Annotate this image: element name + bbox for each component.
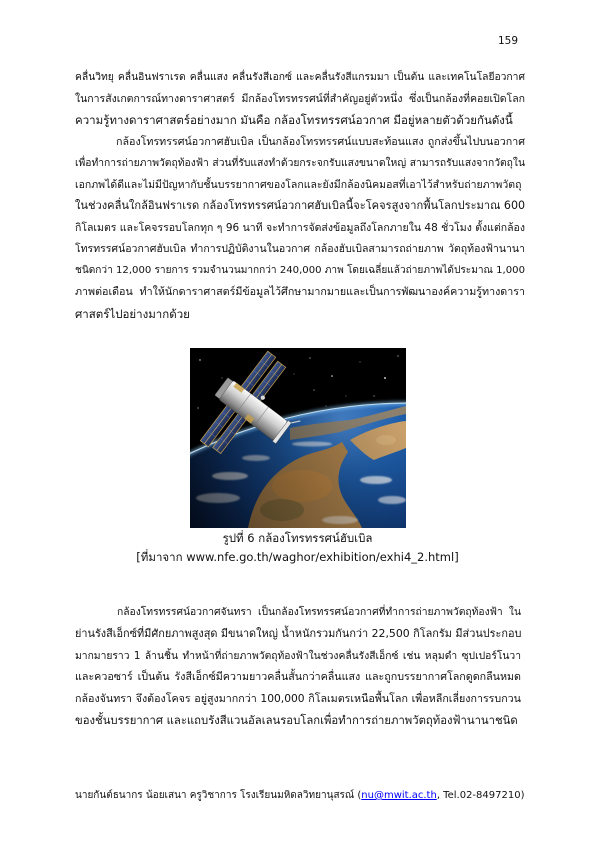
paragraph-3-line: กล้องโทรทรรศน์อวกาศจันทรา เป็นกล้องโทรทรรศน์อวกาศที่ทำการถ่ายภาพวัตถุท้องฟ้า ใน	[117, 606, 521, 618]
footer	[75, 786, 525, 806]
paragraph-1-line: ในการสังเกตการณ์ทางดาราศาสตร์ มีกล้องโทรทรรศน์ที่สำคัญอยู่ตัวหนึ่ง ซึ่งเป็นกล้องที่คอยเปิดโลก	[75, 92, 525, 105]
paragraph-2-line: เพื่อทำการถ่ายภาพวัตถุท้องฟ้า ส่วนที่รับแสงทำด้วยกระจกรับแสงขนาดใหญ่ สามารถรับแสงจากวัตถุใน	[75, 157, 525, 169]
footer-phone: , Tel.02-8497210)	[436, 790, 525, 801]
paragraph-2-line: ในช่วงคลื่นใกล้อินฟราเรด กล้องโทรทรรศน์อวกาศฮับเบิลนี้จะโคจรสูงจากพื้นโลกประมาณ 600	[75, 199, 525, 212]
paragraph-3-line: ย่านรังสีเอ็กซ์ที่มีศักยภาพสูงสุด มีขนาดใหญ่ น้ำหนักรวมกันกว่า 22,500 กิโลกรัม มีส่วนประกอบ	[75, 627, 521, 640]
paragraph-2-line: กิโลเมตร และโคจรรอบโลกทุก ๆ 96 นาที จะทำการจัดส่งข้อมูลถึงโลกภายใน 48 ชั่วโมง ตั้งแต่กล้อง	[75, 221, 525, 234]
paragraph-2-line: ภาพต่อเดือน ทำให้นักดาราศาสตร์มีข้อมูลไว้ศึกษามากมายและเป็นการพัฒนาองค์ความรู้ทางดารา	[75, 285, 525, 298]
footer-author: นายกันต์ธนากร น้อยเสนา ครูวิชาการ โรงเรียนมหิดลวิทยานุสรณ์ (	[75, 790, 362, 801]
paragraph-2-line: ศาสตร์ไปอย่างมากด้วย	[75, 306, 190, 321]
paragraph-2-line: กล้องโทรทรรศน์อวกาศฮับเบิล เป็นกล้องโทรทรรศน์แบบสะท้อนแสง ถูกส่งขึ้นไปบนอวกาศ	[116, 134, 525, 148]
paragraph-3-line: ของชั้นบรรยากาศ และแถบรังสีแวนอัลเลนรอบโลกเพื่อทำการถ่ายภาพวัตถุท้องฟ้านานาชนิด	[75, 714, 518, 727]
paragraph-1-line: คลื่นวิทยุ คลื่นอินฟราเรด คลื่นแสง คลื่นรังสีเอกซ์ และคลื่นรังสีแกรมมา เป็นต้น และเทคโนโลยีอวกาศ	[75, 71, 525, 83]
paragraph-2-line: ชนิดกว่า 12,000 รายการ รวมจำนวนมากกว่า 240,000 ภาพ โดยเฉลี่ยแล้วถ่ายภาพได้ประมาณ 1,000	[75, 264, 525, 276]
figure-source: [ที่มาจาก www.nfe.go.th/waghor/exhibition/exhi4_2.html]	[136, 550, 459, 564]
hubble-telescope-photo	[190, 348, 406, 528]
page-number: 159	[497, 35, 518, 47]
email-link[interactable]: nu@mwit.ac.th	[361, 790, 437, 801]
paragraph-3-line: มากมายราว 1 ล้านชิ้น ทำหน้าที่ถ่ายภาพวัตถุท้องฟ้าในช่วงคลื่นรังสีเอ็กซ์ เช่น หลุมดำ ซุปเปอร์โนวา	[75, 650, 521, 662]
paragraph-3-line: กล้องจันทรา จึงต้องโคจร อยู่สูงมากกว่า 100,000 กิโลเมตรเหนือพื้นโลก เพื่อหลีกเลี่ยงการรบกวน	[75, 692, 521, 705]
paragraph-3-line: และควอซาร์ เป็นต้น รังสีเอ็กซ์มีความยาวคลื่นสั้นกว่าคลื่นแสง และถูกบรรยากาศโลกดูดกลืนหมด	[75, 670, 521, 683]
paragraph-2-line: โทรทรรศน์อวกาศฮับเบิล ทำการปฏิบัติงานในอวกาศ กล้องฮับเบิลสามารถถ่ายภาพ วัตถุท้องฟ้านานา	[75, 243, 525, 255]
paragraph-1-line: ความรู้ทางดาราศาสตร์อย่างมาก มันคือ กล้องโทรทรรศน์อวกาศ มีอยู่หลายตัวด้วยกันดังนี้	[75, 113, 513, 127]
figure-caption: รูปที่ 6 กล้องโทรทรรศน์ฮับเบิล	[222, 531, 373, 545]
paragraph-2-line: เอกภพได้ดีและไม่มีปัญหากับชั้นบรรยากาศของโลกและยังมีกล้องนิคมอสที่เอาไว้สำหรับถ่ายภาพวัตถุ	[75, 178, 522, 191]
